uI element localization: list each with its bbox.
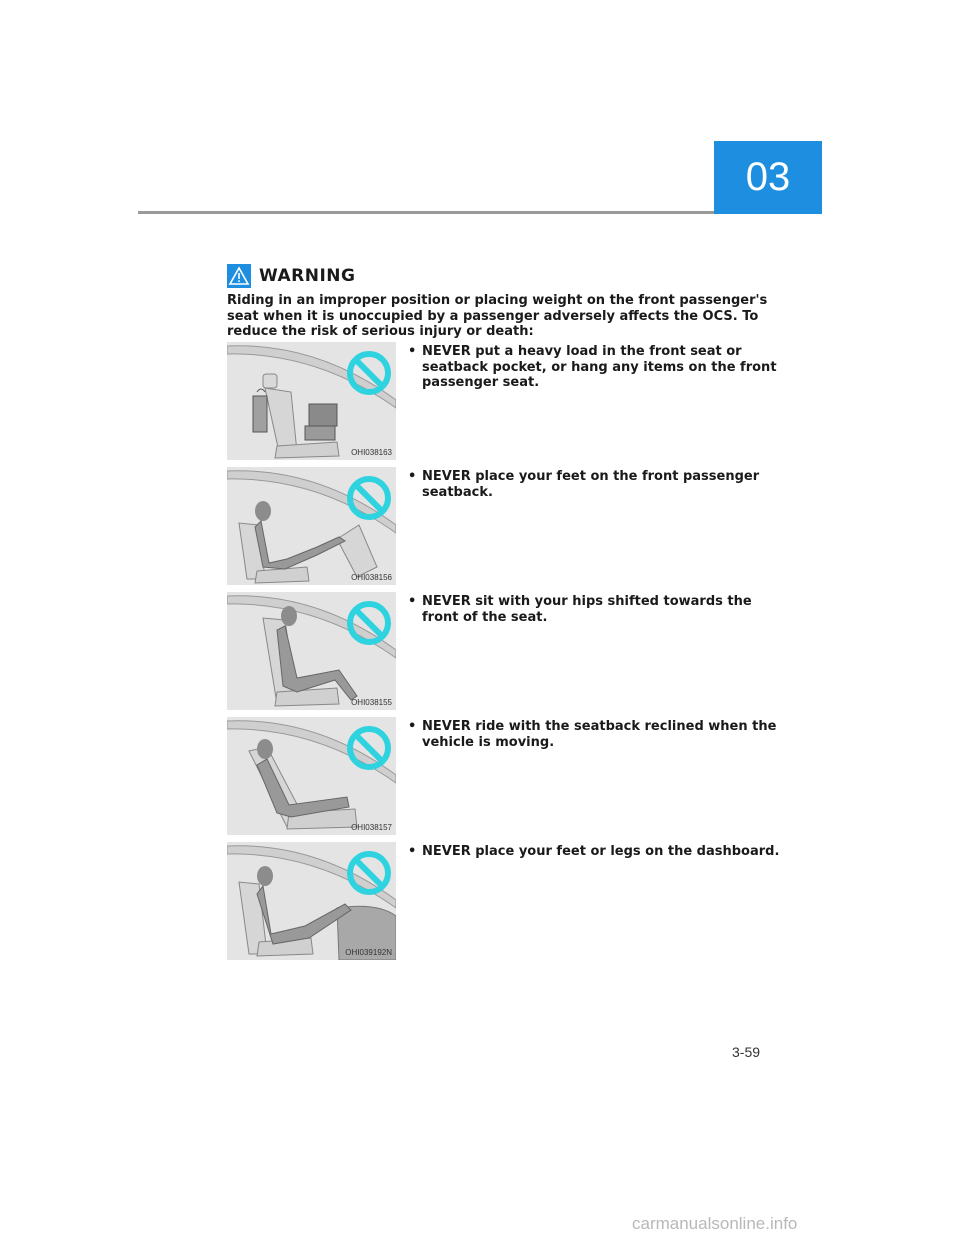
image-code: OHI039192N bbox=[345, 948, 392, 957]
bullet-label: NEVER ride with the seatback reclined when the vehicle is moving. bbox=[422, 719, 777, 750]
prohibited-icon bbox=[346, 350, 392, 396]
bullet-text: • NEVER ride with the seatback reclined when the vehicle is moving. bbox=[408, 719, 777, 750]
image-code: OHI038155 bbox=[351, 698, 392, 707]
bullet-text: • NEVER place your feet on the front passenger seatback. bbox=[408, 469, 760, 500]
prohibited-icon bbox=[346, 850, 392, 896]
warning-item bbox=[227, 342, 787, 460]
illustration-reclined bbox=[227, 717, 396, 835]
image-code: OHI038156 bbox=[351, 573, 392, 582]
image-code: OHI038163 bbox=[351, 448, 392, 457]
bullet-label: NEVER place your feet or legs on the dashboard. bbox=[422, 844, 780, 859]
page-number: 3-59 bbox=[732, 1044, 761, 1060]
warning-item bbox=[227, 717, 787, 835]
warning-item bbox=[227, 842, 787, 960]
chapter-tab: 03 bbox=[714, 141, 822, 214]
bullet-label: NEVER put a heavy load in the front seat or seatback pocket, or hang any items on the front passenger seat. bbox=[422, 344, 777, 390]
warning-item bbox=[227, 467, 787, 585]
bullet-text: • NEVER place your feet or legs on the dashboard. bbox=[408, 844, 780, 859]
warning-item bbox=[227, 592, 787, 710]
illustration-feet-on-dashboard bbox=[227, 842, 396, 960]
prohibited-icon bbox=[346, 475, 392, 521]
warning-title: WARNING bbox=[259, 266, 356, 286]
warning-header bbox=[227, 264, 355, 288]
header-divider bbox=[138, 211, 714, 214]
watermark: carmanualsonline.info bbox=[632, 1214, 798, 1233]
prohibited-icon bbox=[346, 600, 392, 646]
bullet-text: • NEVER put a heavy load in the front seat or seatback pocket, or hang any items on the front passenger seat. bbox=[408, 344, 777, 390]
image-code: OHI038157 bbox=[351, 823, 392, 832]
warning-intro: Riding in an improper position or placing weight on the front passenger's seat when it is unoccupied by a passenger adversely affects the OCS. To reduce the risk of serious injury or death: bbox=[227, 293, 768, 339]
illustration-hips-forward bbox=[227, 592, 396, 710]
illustration-feet-on-seatback bbox=[227, 467, 396, 585]
illustration-heavy-load bbox=[227, 342, 396, 460]
warning-triangle-icon bbox=[227, 264, 251, 288]
prohibited-icon bbox=[346, 725, 392, 771]
bullet-label: NEVER sit with your hips shifted towards the front of the seat. bbox=[422, 594, 752, 625]
bullet-label: NEVER place your feet on the front passenger seatback. bbox=[422, 469, 760, 500]
bullet-text: • NEVER sit with your hips shifted towards the front of the seat. bbox=[408, 594, 752, 625]
